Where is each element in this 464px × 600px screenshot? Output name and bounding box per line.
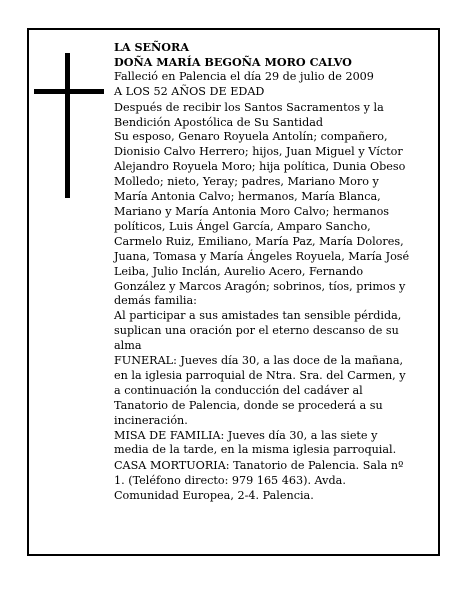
deceased-name: DOÑA MARÍA BEGOÑA MORO CALVO [114,54,352,69]
prayer-request: Al participar a sus amistades tan sensible pérdida, suplican una oración por el eterno descanso de su alma [114,309,402,353]
funeral-info: FUNERAL: Jueves día 30, a las doce de la mañana, en la iglesia parroquial de Ntra. Sra. del Carmen, y a continuación la conducción del cadáver al Tanatorio de Palencia, donde se procederá a su incineración. [114,354,406,427]
cross-vertical-bar [65,53,70,198]
family-mass-info: MISA DE FAMILIA: Jueves día 30, a las siete y media de la tarde, en la misma iglesia parroquial. [114,428,397,457]
age-statement: A LOS 52 AÑOS DE EDAD [114,84,265,98]
cross-icon [34,53,104,198]
cross-horizontal-bar [34,89,104,94]
mortuary-info: CASA MORTUORIA: Tanatorio de Palencia. Sala nº 1. (Teléfono directo: 979 165 463). Avda. Comunidad Europea, 2-4. Palencia. [114,459,404,503]
family-list: Su esposo, Genaro Royuela Antolín; compañero, Dionisio Calvo Herrero; hijos, Juan Miguel y Víctor Alejandro Royuela Moro; hija política, Dunia Obeso Molledo; nieto, Yeray; padres, Mariano Moro y María Antonia Calvo; hermanos, María Blanca, Mariano y María Antonia Moro Calvo; hermanos políticos, Luis Ángel García, Amparo Sancho, Carmelo Ruiz, Emiliano, María Paz, María Dolores, Juana, Tomasa y María Ángeles Royuela, María José Leiba, Julio Inclán, Aurelio Acero, Fernando González y Marcos Aragón; sobrinos, tíos, primos y demás familia: [114,130,410,308]
obituary-text [114,40,414,504]
sacraments-statement: Después de recibir los Santos Sacramentos y la Bendición Apostólica de Su Santidad [114,100,384,129]
death-statement: Falleció en Palencia el día 29 de julio de 2009 [114,69,374,83]
notice-title: LA SEÑORA [114,40,189,54]
